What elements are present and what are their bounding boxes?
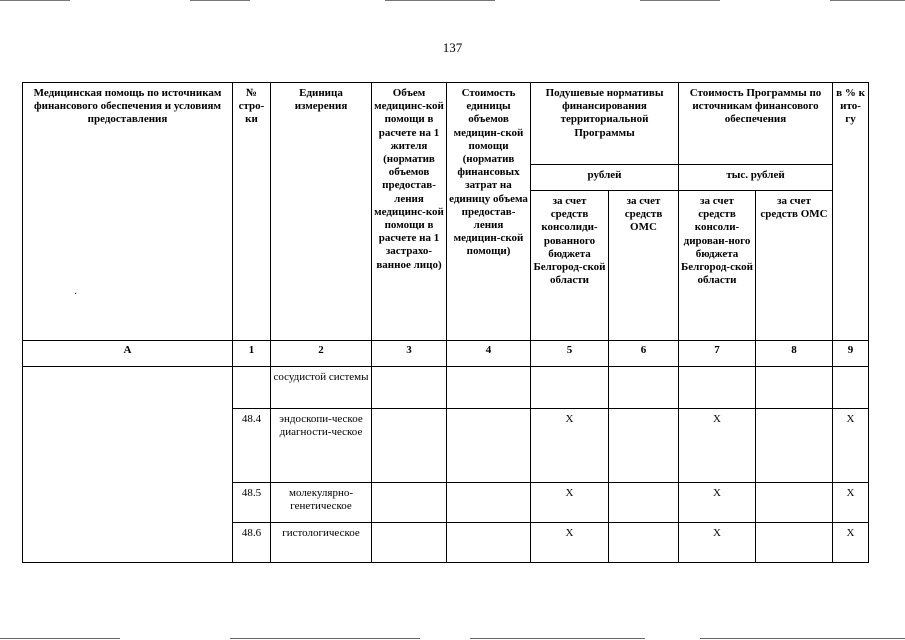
index-cell: 5 (531, 341, 609, 367)
header-oms-cost: за счет средств ОМС (756, 191, 833, 341)
index-cell: 7 (679, 341, 756, 367)
unit-cell: молекулярно-генетическое (271, 483, 372, 523)
index-cell: 4 (447, 341, 531, 367)
oms-per-capita-cell (609, 523, 679, 563)
index-cell: 1 (233, 341, 271, 367)
index-cell: 9 (833, 341, 869, 367)
row-number-cell: 48.5 (233, 483, 271, 523)
oms-per-capita-cell (609, 483, 679, 523)
unit-cost-cell (447, 523, 531, 563)
volume-cell (372, 367, 447, 409)
percent-cell (833, 367, 869, 409)
budget-cost-cell (679, 367, 756, 409)
budget-cost-cell: X (679, 523, 756, 563)
header-unit-cost: Стоимость единицы объемов медицин-ской помощи (норматив финансовых затрат на единицу объема предостав-ления медицин-ской помощи) (447, 83, 531, 341)
budget-per-capita-cell: X (531, 409, 609, 483)
header-budget-cost: за счет средств консоли-дирован-ного бюджета Белгород-ской области (679, 191, 756, 341)
percent-cell: X (833, 523, 869, 563)
page-number: 137 (442, 40, 463, 55)
header-rubles: рублей (531, 165, 679, 191)
header-budget-per-capita: за счет средств консолиди-рованного бюджета Белгород-ской области (531, 191, 609, 341)
unit-cost-cell (447, 483, 531, 523)
header-thousand-rubles: тыс. рублей (679, 165, 833, 191)
percent-cell: X (833, 409, 869, 483)
header-percent: в % к ито-гу (833, 83, 869, 341)
header-volume: Объем медицинс-кой помощи в расчете на 1 жителя (норматив объемов предостав-ления медицинс-кой помощи в расчете на 1 застрахо-ванное лицо) (372, 83, 447, 341)
header-care-type: Медицинская помощь по источникам финансового обеспечения и условиям предоставления (23, 83, 233, 341)
table-row (23, 367, 869, 409)
care-type-cell (23, 367, 233, 563)
header-unit: Единица измерения (271, 83, 372, 341)
financing-table (22, 82, 869, 563)
header-per-capita-group: Подушевые нормативы финансирования территориальной Программы (531, 83, 679, 165)
oms-cost-cell (756, 409, 833, 483)
index-cell: 2 (271, 341, 372, 367)
scan-top-edge (0, 0, 905, 2)
row-number-cell (233, 367, 271, 409)
header-row-number: № стро-ки (233, 83, 271, 341)
header-oms-per-capita: за счет средств ОМС (609, 191, 679, 341)
volume-cell (372, 523, 447, 563)
budget-per-capita-cell: X (531, 483, 609, 523)
index-cell: 3 (372, 341, 447, 367)
unit-cost-cell (447, 409, 531, 483)
row-number-cell: 48.4 (233, 409, 271, 483)
index-cell: 6 (609, 341, 679, 367)
volume-cell (372, 483, 447, 523)
oms-cost-cell (756, 523, 833, 563)
percent-cell: X (833, 483, 869, 523)
budget-per-capita-cell: X (531, 523, 609, 563)
oms-cost-cell (756, 367, 833, 409)
index-cell: А (23, 341, 233, 367)
unit-cell: гистологическое (271, 523, 372, 563)
volume-cell (372, 409, 447, 483)
row-number-cell: 48.6 (233, 523, 271, 563)
index-cell: 8 (756, 341, 833, 367)
header-program-cost-group: Стоимость Программы по источникам финансового обеспечения (679, 83, 833, 165)
unit-cell: сосудистой системы (271, 367, 372, 409)
oms-per-capita-cell (609, 367, 679, 409)
budget-cost-cell: X (679, 409, 756, 483)
unit-cost-cell (447, 367, 531, 409)
budget-cost-cell: X (679, 483, 756, 523)
oms-per-capita-cell (609, 409, 679, 483)
budget-per-capita-cell (531, 367, 609, 409)
scan-speck: · (74, 289, 78, 300)
oms-cost-cell (756, 483, 833, 523)
unit-cell: эндоскопи-ческое диагности-ческое (271, 409, 372, 483)
